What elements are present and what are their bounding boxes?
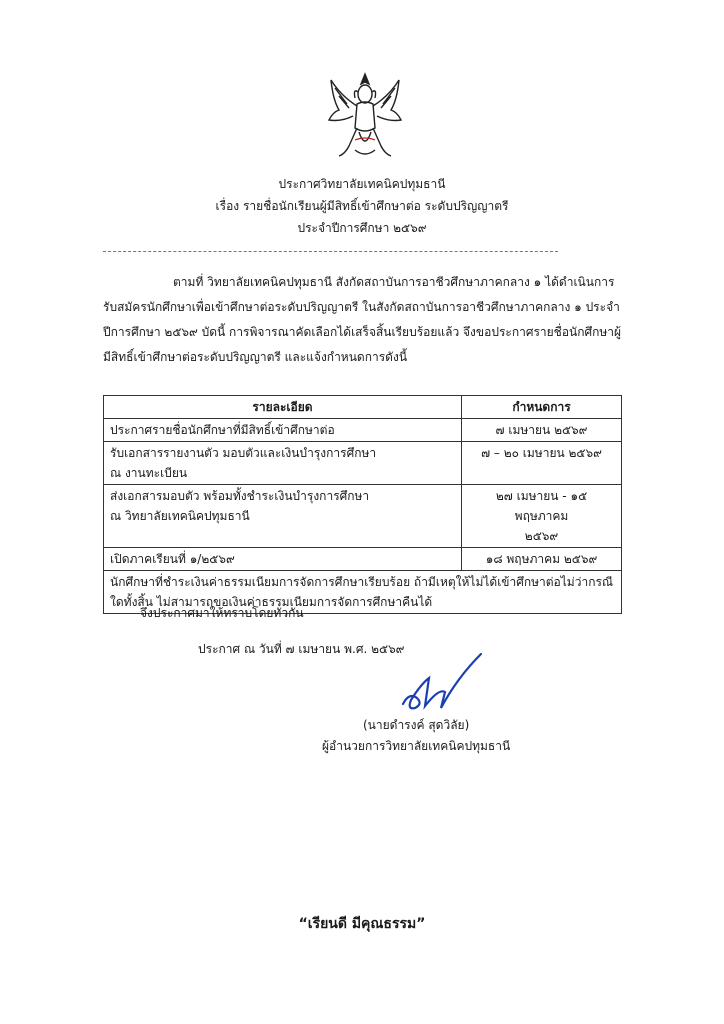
table-row [104, 442, 622, 485]
garuda-emblem [325, 70, 405, 164]
body-text: ตามที่ วิทยาลัยเทคนิคปทุมธานี สังกัดสถาบันการอาชีวศึกษาภาคกลาง ๑ ได้ดำเนินการรับสมัครนักศึกษาเพื่อเข้าศึกษาต่อระดับปริญญาตรี ในสังกัดสถาบันการอาชีวศึกษาภาคกลาง ๑ ประจำปีการศึกษา ๒๕๖๙ บัดนี้ การพิจารณาคัดเลือกได้เสร็จสิ้นเรียบร้อยแล้ว จึงขอประกาศรายชื่อนักศึกษาผู้มีสิทธิ์เข้าศึกษาต่อระดับปริญญาตรี และแจ้งกำหนดการดังนี้ [103, 275, 622, 364]
closing-statement: จึงประกาศมาให้ทราบโดยทั่วกัน [140, 606, 304, 620]
schedule-table [103, 395, 622, 614]
row-date-line2: ๒๕๖๙ [524, 529, 559, 543]
announcement-date: ประกาศ ณ วันที่ ๗ เมษายน พ.ศ. ๒๕๖๙ [198, 642, 405, 656]
announcement-title: ประกาศวิทยาลัยเทคนิคปทุมธานี [278, 177, 446, 191]
table-row [104, 485, 622, 548]
body-paragraph [103, 270, 623, 370]
row-detail-line2: ณ วิทยาลัยเทคนิคปทุมธานี [110, 509, 250, 523]
row-detail-line1: รับเอกสารรายงานตัว มอบตัวและเงินบำรุงการศึกษา [110, 446, 377, 460]
college-motto: “เรียนดี มีคุณธรรม” [298, 916, 426, 932]
table-row [104, 548, 622, 571]
header-schedule: กำหนดการ [462, 396, 622, 419]
director-signature [395, 648, 485, 714]
row-date: ๗ – ๒๐ เมษายน ๒๕๖๙ [462, 442, 622, 485]
row-detail-line2: ณ งานทะเบียน [110, 466, 188, 480]
row-detail [104, 485, 462, 548]
row-date-line1: ๒๗ เมษายน - ๑๕ พฤษภาคม [495, 489, 588, 523]
divider [103, 251, 558, 252]
row-detail [104, 442, 462, 485]
row-date: ๗ เมษายน ๒๕๖๙ [462, 419, 622, 442]
row-date: ๑๘ พฤษภาคม ๒๕๖๙ [462, 548, 622, 571]
signer-name: (นายดำรงค์ สุดวิลัย) [363, 718, 470, 732]
table-header-row [104, 396, 622, 419]
signer-title: ผู้อำนวยการวิทยาลัยเทคนิคปทุมธานี [322, 739, 511, 753]
header-detail: รายละเอียด [104, 396, 462, 419]
row-detail: เปิดภาคเรียนที่ ๑/๒๕๖๙ [104, 548, 462, 571]
announcement-subject: เรื่อง รายชื่อนักเรียนผู้มีสิทธิ์เข้าศึกษาต่อ ระดับปริญญาตรี [215, 199, 509, 213]
row-date [462, 485, 622, 548]
row-detail: ประกาศรายชื่อนักศึกษาที่มีสิทธิ์เข้าศึกษาต่อ [104, 419, 462, 442]
row-detail-line1: ส่งเอกสารมอบตัว พร้อมทั้งชำระเงินบำรุงการศึกษา [110, 489, 370, 503]
refund-note: นักศึกษาที่ชำระเงินค่าธรรมเนียมการจัดการศึกษาเรียบร้อย ถ้ามีเหตุให้ไม่ได้เข้าศึกษาต่อไม่ว่ากรณีใดทั้งสิ้น ไม่สามารถขอเงินค่าธรรมเนียมการจัดการศึกษาคืนได้ [104, 571, 622, 614]
academic-year: ประจำปีการศึกษา ๒๕๖๙ [297, 221, 427, 235]
table-row [104, 419, 622, 442]
